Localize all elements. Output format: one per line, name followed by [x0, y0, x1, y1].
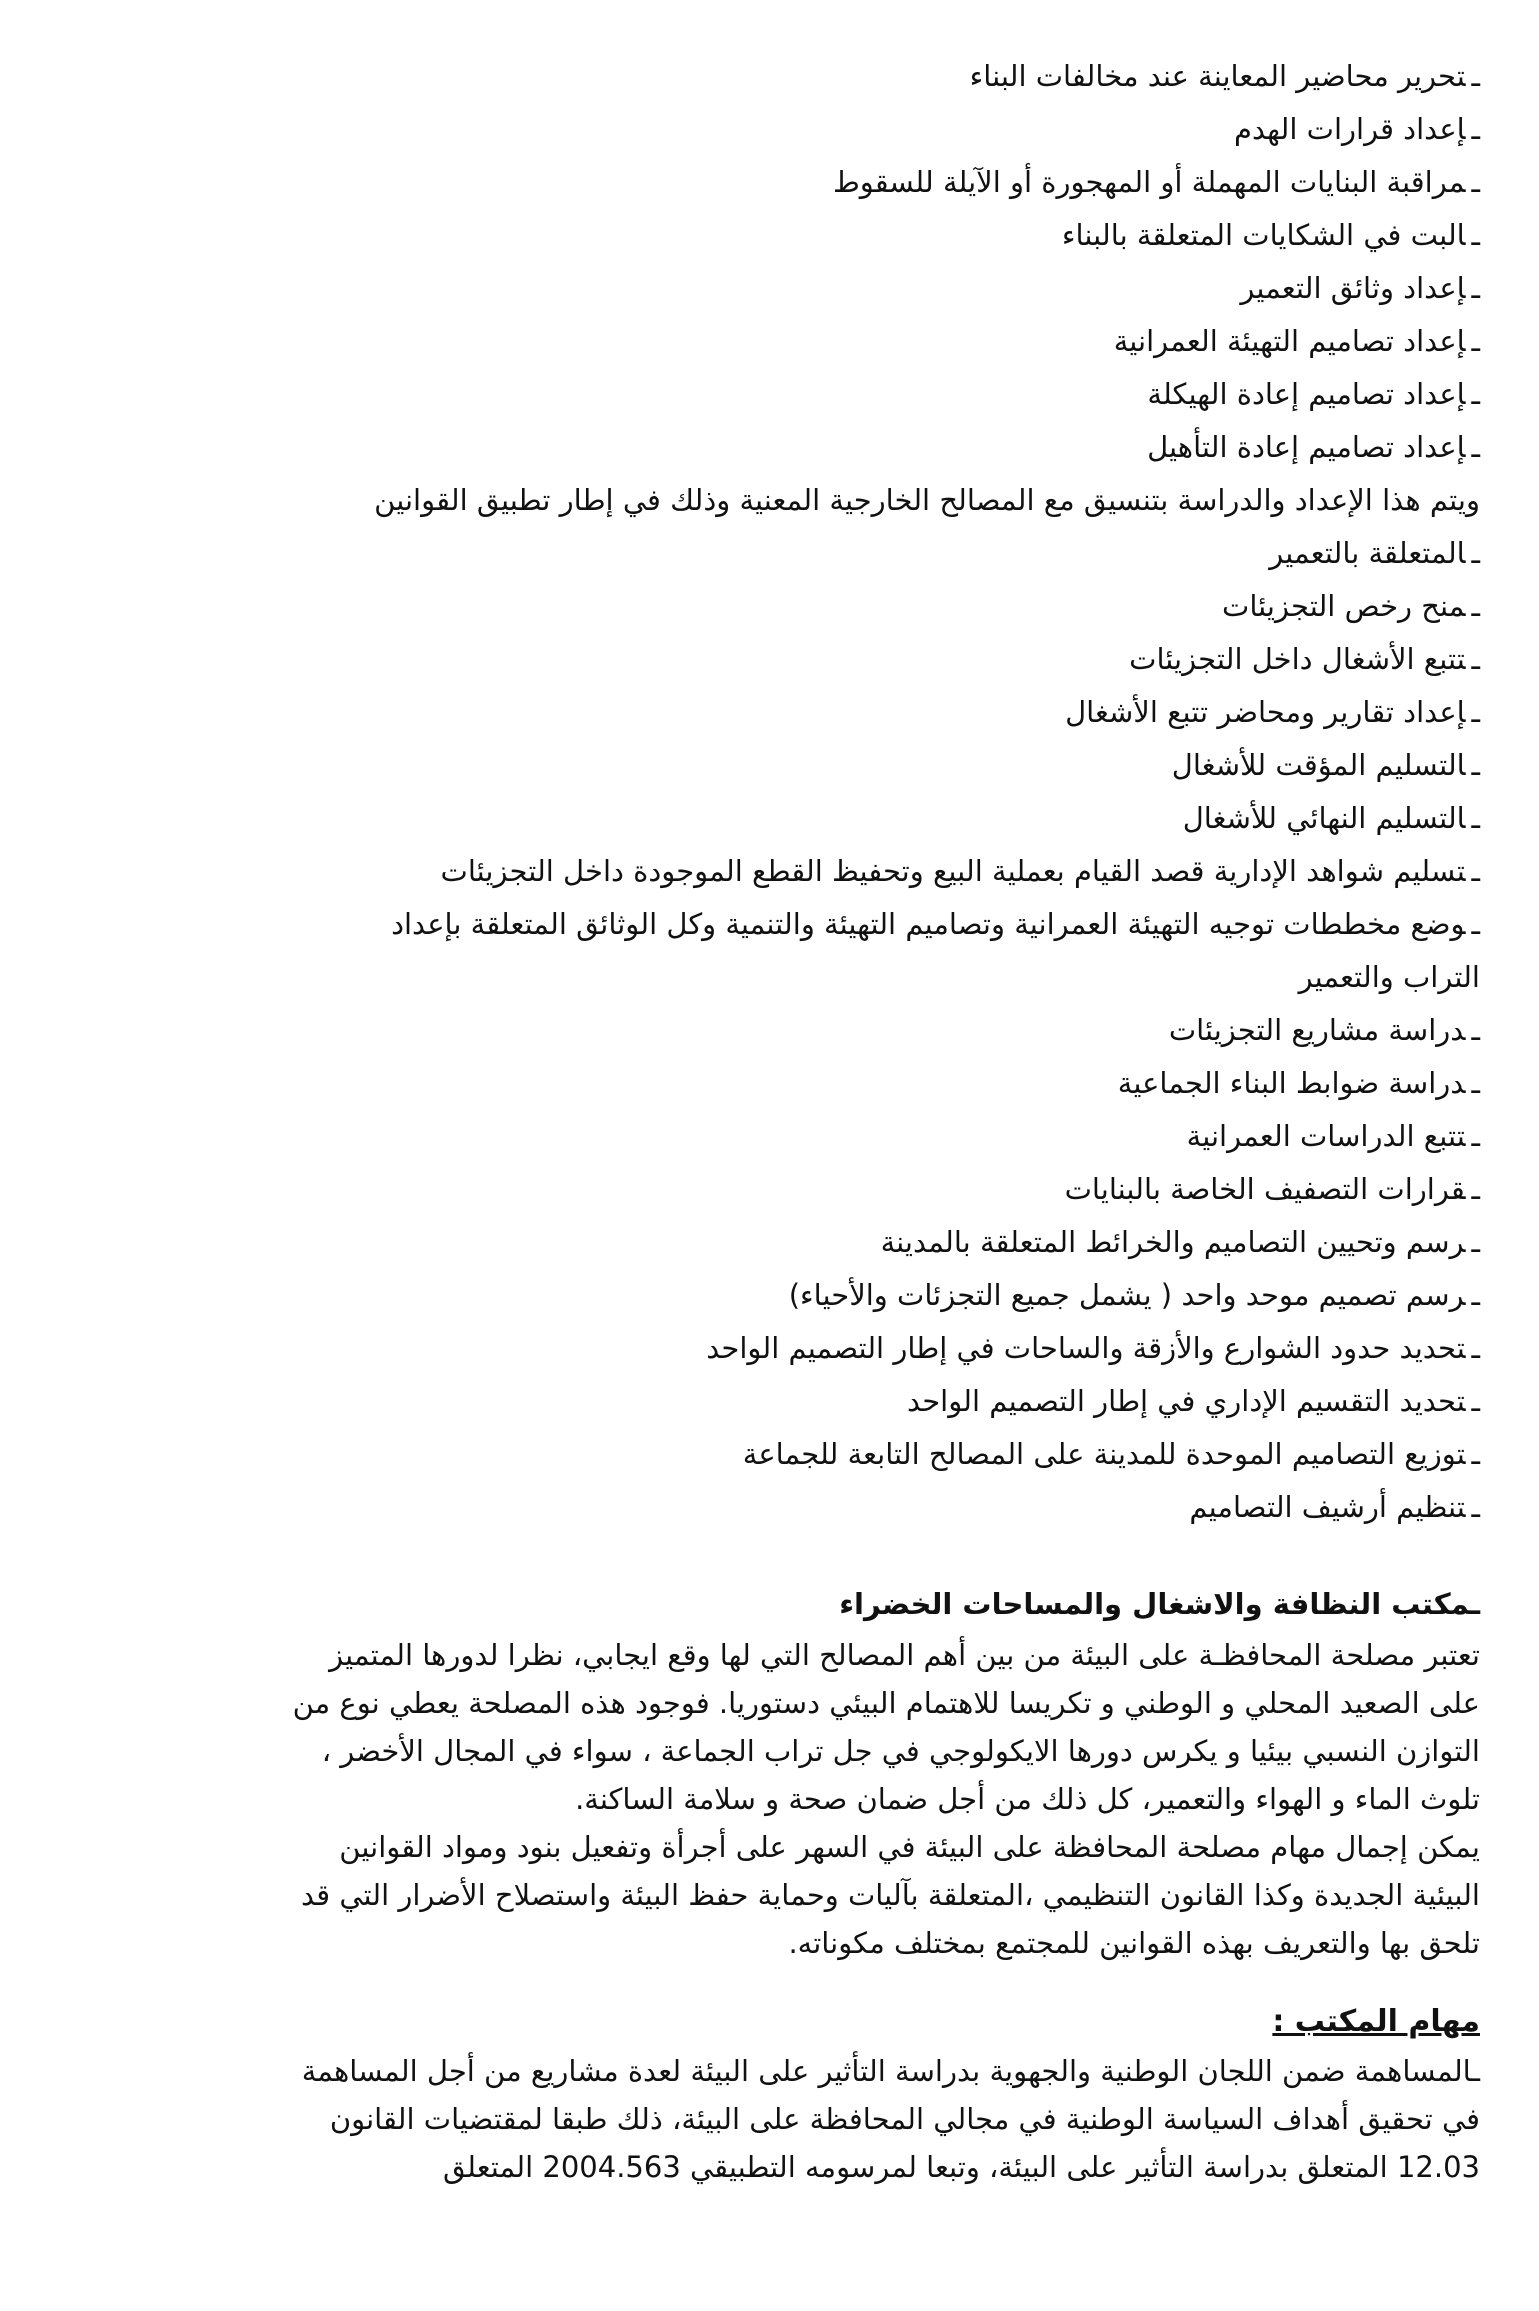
dash: ـ — [1471, 377, 1480, 411]
document-page — [30, 50, 1480, 2290]
list-item — [30, 1375, 1480, 1428]
coordination-line: ويتم هذا الإعداد والدراسة بتنسيق مع المصالح الخارجية المعنية وذلك في إطار تطبيق القوانين — [374, 483, 1480, 517]
paragraph-line: تلحق بها والتعريف بهذه القوانين للمجتمع بمختلف مكوناته. — [788, 1926, 1480, 1960]
list-item-text: تتبع الدراسات العمرانية — [1186, 1119, 1466, 1153]
list-item — [30, 633, 1480, 686]
list-item-text: مراقبة البنايات المهملة أو المهجورة أو الآيلة للسقوط — [832, 165, 1466, 199]
dash: ـ — [1471, 271, 1480, 305]
task-list-2 — [30, 527, 1480, 951]
dash: ـ — [1471, 59, 1480, 93]
list-item-text: إعداد تقارير ومحاضر تتبع الأشغال — [1065, 695, 1466, 729]
list-item-text: التسليم النهائي للأشغال — [1182, 801, 1466, 835]
paragraph-line-text: المساهمة ضمن اللجان الوطنية والجهوية بدراسة التأثير على البيئة لعدة مشاريع من أجل المساهمة — [301, 2054, 1472, 2088]
list-item-text: تحديد حدود الشوارع والأزقة والساحات في إطار التصميم الواحد — [706, 1331, 1466, 1365]
list-item — [30, 686, 1480, 739]
paragraph-line: يمكن إجمال مهام مصلحة المحافظة على البيئة في السهر على أجرأة وتفعيل بنود ومواد القوانين — [339, 1830, 1480, 1864]
dash: ـ — [1471, 1172, 1480, 1206]
dash: ـ — [1471, 1384, 1480, 1418]
list-item — [30, 580, 1480, 633]
dash: ـ — [1471, 642, 1480, 676]
section-heading-text: مكتب النظافة والاشغال والمساحات الخضراء — [839, 1587, 1471, 1621]
list-item-text: إعداد وثائق التعمير — [1240, 271, 1466, 305]
list-item-text: إعداد قرارات الهدم — [1234, 112, 1466, 146]
list-item — [30, 527, 1480, 580]
list-item — [30, 262, 1480, 315]
paragraph-line: في تحقيق أهداف السياسة الوطنية في مجالي المحافظة على البيئة، ذلك طبقا لمقتضيات القانون — [329, 2102, 1480, 2136]
paragraph-line: على الصعيد المحلي و الوطني و تكريسا للاهتمام البيئي دستوريا. فوجود هذه المصلحة يعطي نوع من — [292, 1686, 1480, 1720]
list-item-text: تتبع الأشغال داخل التجزيئات — [1129, 642, 1466, 676]
tasks-heading: مهام المكتب : — [1272, 2004, 1480, 2039]
dash: ـ — [1471, 1490, 1480, 1524]
list-item — [30, 1057, 1480, 1110]
list-item-text: إعداد تصاميم التهيئة العمرانية — [1113, 324, 1466, 358]
paragraph-1 — [30, 1631, 1480, 1823]
list-item-text: دراسة ضوابط البناء الجماعية — [1117, 1066, 1466, 1100]
dash: ـ — [1471, 748, 1480, 782]
list-item — [30, 1163, 1480, 1216]
list-item — [30, 792, 1480, 845]
list-item — [30, 1004, 1480, 1057]
list-item-text: البت في الشكايات المتعلقة بالبناء — [1061, 218, 1466, 252]
dash: ـ — [1471, 218, 1480, 252]
list-item — [30, 739, 1480, 792]
list-item-text: تحرير محاضير المعاينة عند مخالفات البناء — [969, 59, 1466, 93]
dash: ـ — [1471, 1437, 1480, 1471]
list-item — [30, 1322, 1480, 1375]
list-item-text: وضع مخططات توجيه التهيئة العمرانية وتصاميم التهيئة والتنمية وكل الوثائق المتعلقة بإعداد — [391, 907, 1466, 941]
list-item — [30, 898, 1480, 951]
paragraph-2 — [30, 1823, 1480, 1967]
dash: ـ — [1471, 165, 1480, 199]
list-item-text: منح رخص التجزيئات — [1222, 589, 1466, 623]
list-item — [30, 845, 1480, 898]
list-item — [30, 1481, 1480, 1534]
list-item — [30, 1428, 1480, 1481]
list-item-text: إعداد تصاميم إعادة الهيكلة — [1147, 377, 1466, 411]
paragraph-line — [30, 2047, 1480, 2095]
dash: ـ — [1471, 430, 1480, 464]
dash: ـ — [1471, 1331, 1480, 1365]
dash: ـ — [1471, 589, 1480, 623]
list-item-text: التسليم المؤقت للأشغال — [1171, 748, 1466, 782]
list-item-text: قرارات التصفيف الخاصة بالبنايات — [1064, 1172, 1466, 1206]
list-item — [30, 103, 1480, 156]
dash: ـ — [1471, 324, 1480, 358]
dash: ـ — [1471, 2054, 1480, 2088]
dash: ـ — [1471, 1119, 1480, 1153]
list-item-text: رسم تصميم موحد واحد ( يشمل جميع التجزئات والأحياء) — [788, 1278, 1466, 1312]
list-item — [30, 315, 1480, 368]
list-item-text: رسم وتحيين التصاميم والخرائط المتعلقة بالمدينة — [880, 1225, 1466, 1259]
list-item — [30, 50, 1480, 103]
dash: ـ — [1471, 1066, 1480, 1100]
list-item — [30, 156, 1480, 209]
dash: ـ — [1471, 907, 1480, 941]
paragraph-line: تلوث الماء و الهواء والتعمير، كل ذلك من أجل ضمان صحة و سلامة الساكنة. — [575, 1782, 1480, 1816]
paragraph-line: التوازن النسبي بيئيا و يكرس دورها الايكولوجي في جل تراب الجماعة ، سواء في المجال الأخضر ، — [321, 1734, 1480, 1768]
list-item-text: دراسة مشاريع التجزيئات — [1168, 1013, 1466, 1047]
list-item-text: توزيع التصاميم الموحدة للمدينة على المصالح التابعة للجماعة — [742, 1437, 1466, 1471]
dash: ـ — [1471, 1278, 1480, 1312]
task-list-1 — [30, 50, 1480, 474]
list-item — [30, 421, 1480, 474]
list-item — [30, 1269, 1480, 1322]
dash: ـ — [1471, 854, 1480, 888]
list-item — [30, 209, 1480, 262]
paragraph-line: البيئية الجديدة وكذا القانون التنظيمي ،المتعلقة بآليات وحماية حفظ البيئة واستصلاح الأضرار التي قد — [301, 1878, 1480, 1912]
paragraph-line: 12.03 المتعلق بدراسة التأثير على البيئة، وتبعا لمرسومه التطبيقي 2004.563 المتعلق — [443, 2150, 1480, 2184]
dash: ـ — [1471, 1013, 1480, 1047]
list-item — [30, 1110, 1480, 1163]
paragraph-3 — [30, 2047, 1480, 2191]
dash: ـ — [1471, 112, 1480, 146]
dash: ـ — [1471, 1225, 1480, 1259]
continuation-line: التراب والتعمير — [1298, 960, 1480, 994]
task-list-3 — [30, 1004, 1480, 1534]
paragraph-line: تعتبر مصلحة المحافظـة على البيئة من بين أهم المصالح التي لها وقع ايجابي، نظرا لدورها المتميز — [329, 1638, 1480, 1672]
list-item-text: تسليم شواهد الإدارية قصد القيام بعملية البيع وتحفيظ القطع الموجودة داخل التجزيئات — [440, 854, 1466, 888]
dash: ـ — [1470, 1587, 1480, 1621]
dash: ـ — [1471, 695, 1480, 729]
dash: ـ — [1471, 801, 1480, 835]
dash: ـ — [1471, 536, 1480, 570]
list-item-text: إعداد تصاميم إعادة التأهيل — [1147, 430, 1466, 464]
list-item-text: تنظيم أرشيف التصاميم — [1189, 1490, 1466, 1524]
list-item — [30, 1216, 1480, 1269]
section-heading — [30, 1578, 1480, 1631]
list-item-text: المتعلقة بالتعمير — [1269, 536, 1466, 570]
list-item — [30, 368, 1480, 421]
list-item-text: تحديد التقسيم الإداري في إطار التصميم الواحد — [906, 1384, 1466, 1418]
